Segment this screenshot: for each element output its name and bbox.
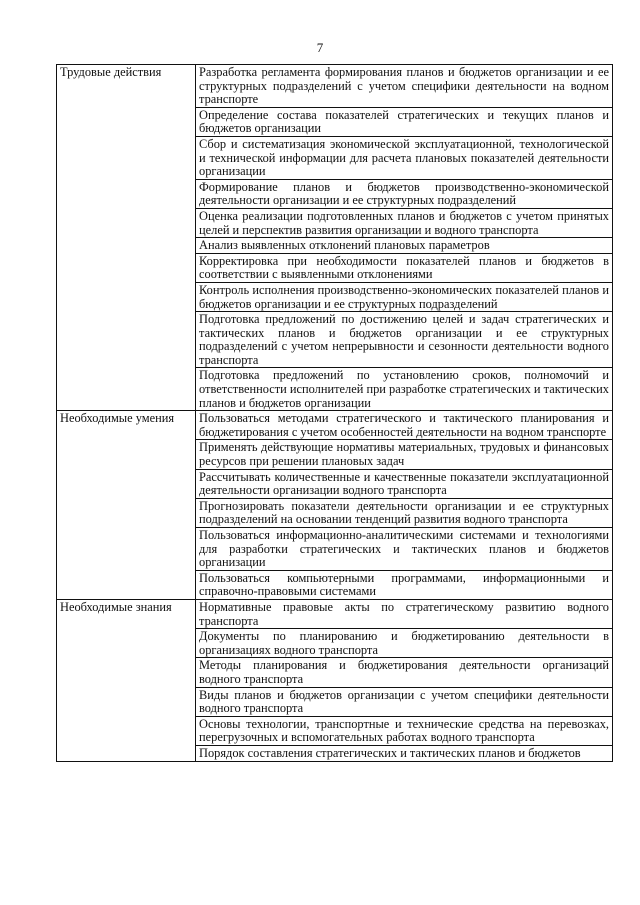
description-cell: Контроль исполнения производственно-экономических показателей планов и бюджетов организации и ее структурных подразделений: [196, 282, 613, 311]
description-cell: Сбор и систематизация экономической эксплуатационной, технологической и технической информации для расчета плановых показателей деятельности организации: [196, 136, 613, 179]
description-cell: Подготовка предложений по достижению целей и задач стратегических и тактических планов и бюджетов организации и ее структурных подразделений с учетом непрерывности и сезонности деятельности водного транспорта: [196, 312, 613, 368]
description-cell: Виды планов и бюджетов организации с учетом специфики деятельности водного транспорта: [196, 687, 613, 716]
table-row: [57, 411, 613, 440]
description-cell: Прогнозировать показатели деятельности организации и ее структурных подразделений на основании тенденций развития водного транспорта: [196, 498, 613, 527]
description-cell: Оценка реализации подготовленных планов и бюджетов с учетом принятых целей и перспектив развития организации и водного транспорта: [196, 208, 613, 237]
table-body: [57, 65, 613, 762]
description-cell: Методы планирования и бюджетирования деятельности организаций водного транспорта: [196, 658, 613, 687]
description-cell: Применять действующие нормативы материальных, трудовых и финансовых ресурсов при решении плановых задач: [196, 440, 613, 469]
description-cell: Рассчитывать количественные и качественные показатели эксплуатационной деятельности организации водного транспорта: [196, 469, 613, 498]
section-label-required-knowledge: Необходимые знания: [57, 599, 196, 761]
description-cell: Разработка регламента формирования планов и бюджетов организации и ее структурных подразделений с учетом специфики деятельности на водном транспорте: [196, 65, 613, 108]
page-number: 7: [316, 40, 324, 55]
table-row: [57, 599, 613, 628]
description-cell: Пользоваться компьютерными программами, информационными и справочно-правовыми системами: [196, 570, 613, 599]
section-label-required-skills: Необходимые умения: [57, 411, 196, 600]
description-cell: Нормативные правовые акты по стратегическому развитию водного транспорта: [196, 599, 613, 628]
description-cell: Документы по планированию и бюджетированию деятельности в организациях водного транспорта: [196, 629, 613, 658]
description-cell: Определение состава показателей стратегических и текущих планов и бюджетов организации: [196, 107, 613, 136]
description-cell: Подготовка предложений по установлению сроков, полномочий и ответственности исполнителей при разработке стратегических и тактических планов и бюджетов организации: [196, 368, 613, 411]
description-cell: Основы технологии, транспортные и технические средства на перевозках, перегрузочных и вспомогательных работах водного транспорта: [196, 716, 613, 745]
description-cell: Корректировка при необходимости показателей планов и бюджетов в соответствии с выявленными отклонениями: [196, 253, 613, 282]
description-cell: Пользоваться методами стратегического и тактического планирования и бюджетирования с учетом особенностей деятельности на водном транспорте: [196, 411, 613, 440]
competency-table: [56, 64, 613, 762]
table-row: [57, 65, 613, 108]
description-cell: Формирование планов и бюджетов производственно-экономической деятельности организации и ее структурных подразделений: [196, 179, 613, 208]
description-cell: Порядок составления стратегических и тактических планов и бюджетов: [196, 745, 613, 761]
section-label-labor-actions: Трудовые действия: [57, 65, 196, 411]
description-cell: Пользоваться информационно-аналитическими системами и технологиями для разработки стратегических и тактических планов и бюджетов организации: [196, 528, 613, 571]
description-cell: Анализ выявленных отклонений плановых параметров: [196, 238, 613, 254]
